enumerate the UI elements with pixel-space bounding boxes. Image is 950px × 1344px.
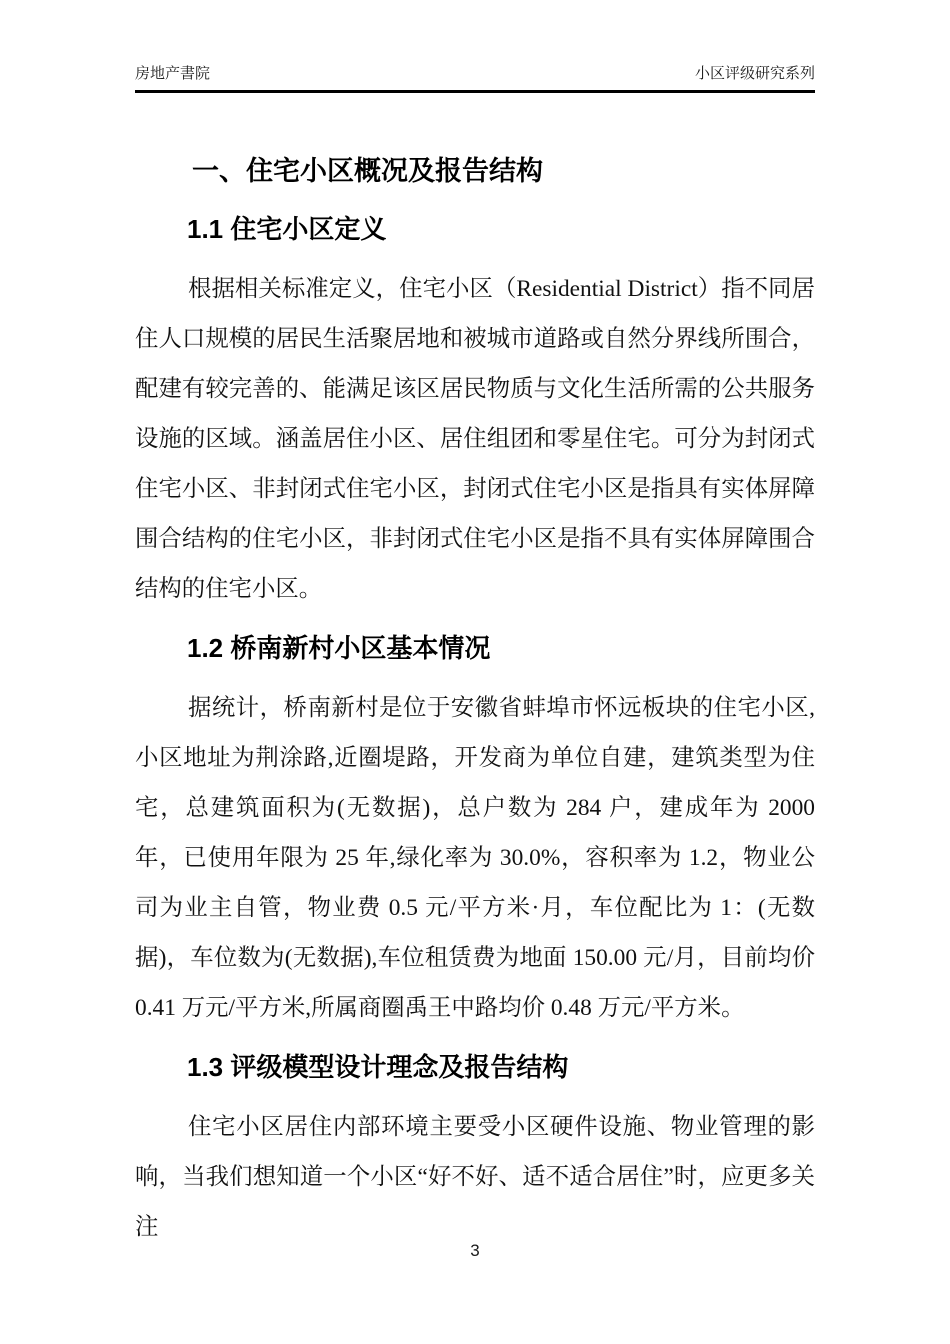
section-1-1-paragraph: 根据相关标准定义，住宅小区（Residential District）指不同居住人口规模的居民生活聚居地和被城市道路或自然分界线所围合，配建有较完善的、能满足该区居民物质与文化生活所需的公共服务设施的区域。涵盖居住小区、居住组团和零星住宅。可分为封闭式住宅小区、非封闭式住宅小区，封闭式住宅小区是指具有实体屏障围合结构的住宅小区，非封闭式住宅小区是指不具有实体屏障围合结构的住宅小区。 bbox=[135, 276, 815, 602]
section-1-3 bbox=[135, 1051, 815, 1252]
section-1-1 bbox=[135, 213, 815, 614]
document-body bbox=[135, 155, 815, 1252]
main-heading: 一、住宅小区概况及报告结构 bbox=[192, 156, 543, 186]
header-left-title: 房地产書院 bbox=[135, 65, 211, 82]
page-number: 3 bbox=[470, 1241, 480, 1260]
section-1-2-heading: 1.2 桥南新村小区基本情况 bbox=[187, 633, 491, 663]
section-1-2-paragraph: 据统计，桥南新村是位于安徽省蚌埠市怀远板块的住宅小区,小区地址为荆涂路,近圈堤路，开发商为单位自建，建筑类型为住宅，总建筑面积为(无数据)，总户数为 284 户，建成年为 2000 年，已使用年限为 25 年,绿化率为 30.0%，容积率为 1.2，物业公司为业主自管，物业费 0.5 元/平方米·月，车位配比为 1：(无数据)，车位数为(无数据),车位租赁费为地面 150.00 元/月，目前均价 0.41 万元/平方米,所属商圈禹王中路均价 0.48 万元/平方米。 bbox=[135, 695, 815, 1021]
page-header bbox=[135, 0, 815, 93]
section-1-3-paragraph: 住宅小区居住内部环境主要受小区硬件设施、物业管理的影响，当我们想知道一个小区“好不好、适不适合居住”时，应更多关注 bbox=[135, 1114, 815, 1240]
section-1-3-heading: 1.3 评级模型设计理念及报告结构 bbox=[187, 1052, 569, 1082]
section-1-1-heading: 1.1 住宅小区定义 bbox=[187, 214, 387, 244]
page-footer bbox=[0, 1241, 950, 1261]
section-1-2 bbox=[135, 632, 815, 1033]
header-right-title: 小区评级研究系列 bbox=[694, 65, 815, 82]
